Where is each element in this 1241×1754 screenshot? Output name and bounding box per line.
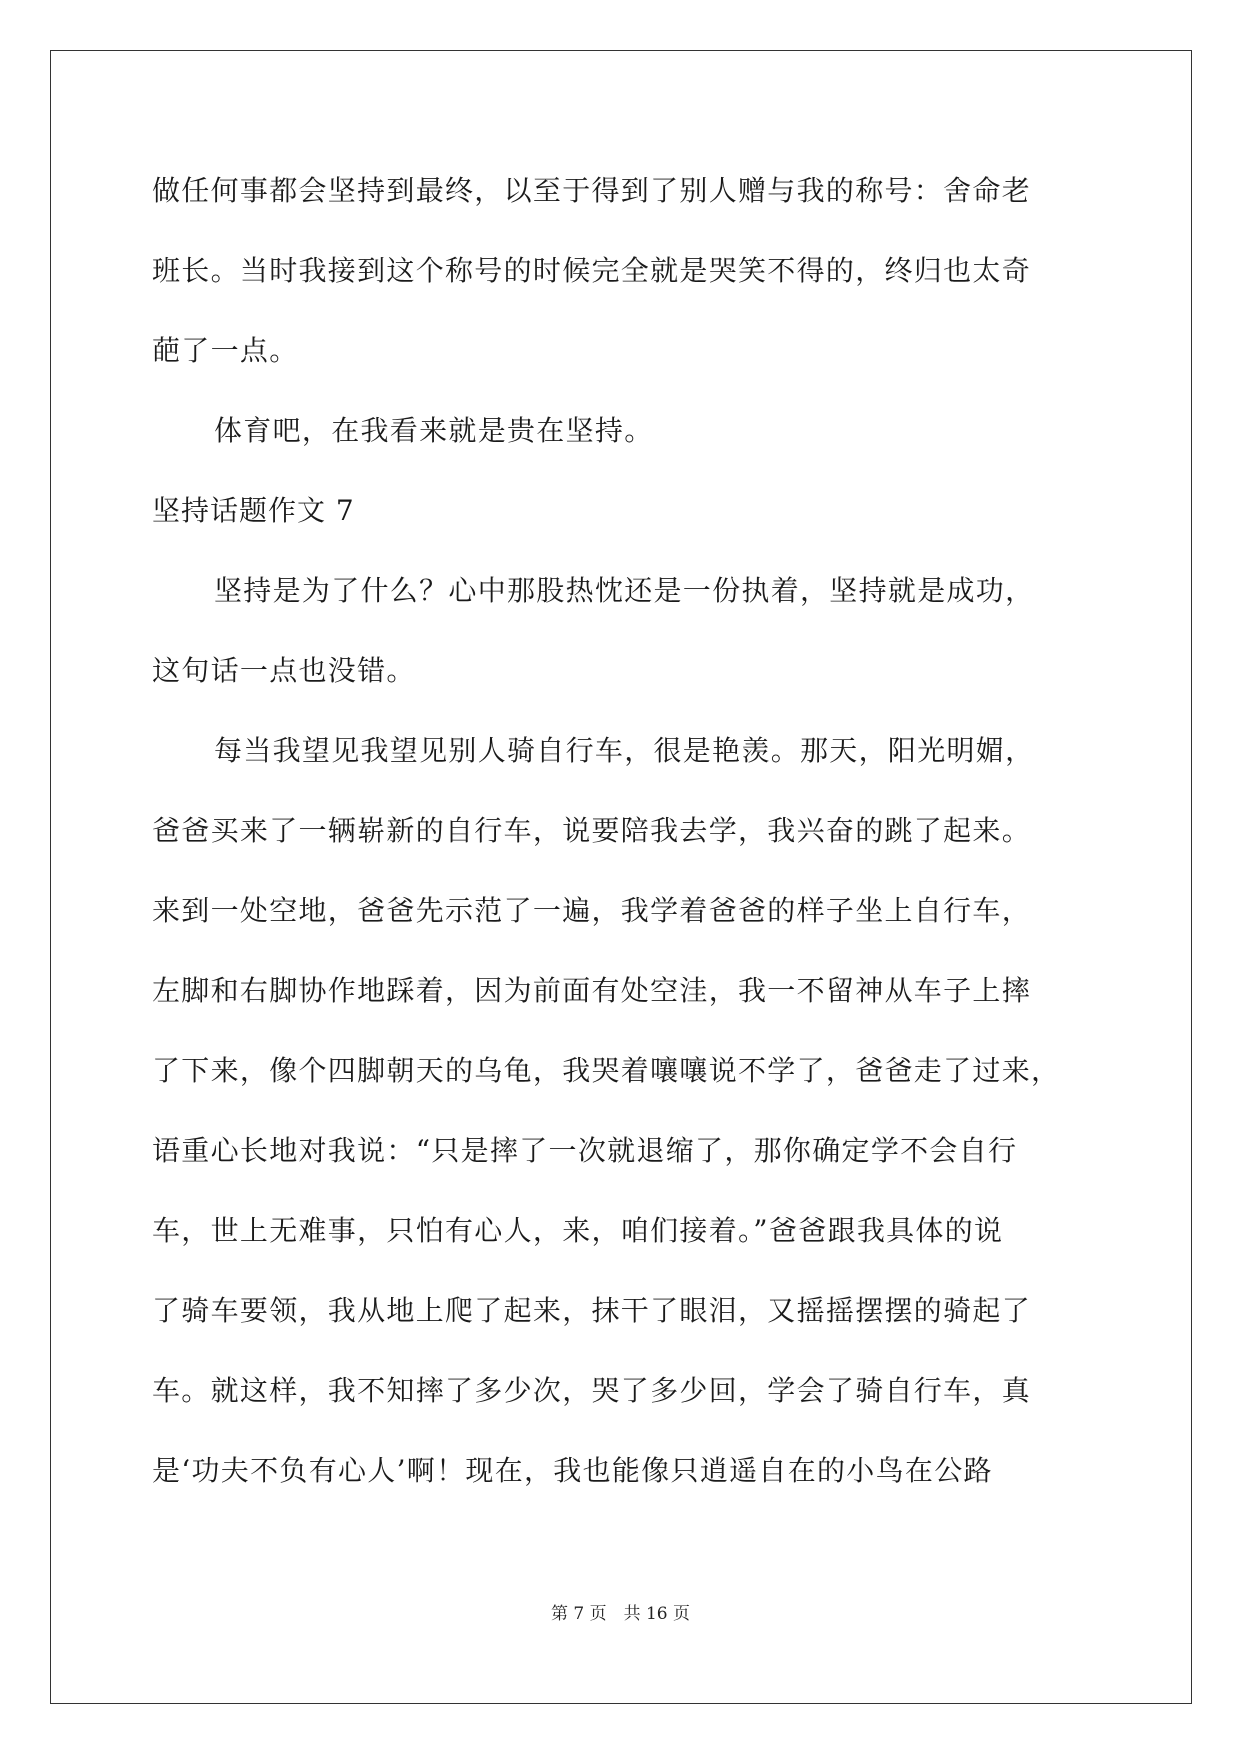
paragraph-line: 爸爸买来了一辆崭新的自行车，说要陪我去学，我兴奋的跳了起来。 xyxy=(152,814,1032,847)
paragraph-line: 左脚和右脚协作地踩着，因为前面有处空洼，我一不留神从车子上摔 xyxy=(152,974,1032,1007)
paragraph-line: 坚持是为了什么？心中那股热忱还是一份执着，坚持就是成功， xyxy=(214,574,1035,607)
paragraph-line: 了下来，像个四脚朝天的乌龟，我哭着嚷嚷说不学了，爸爸走了过来， xyxy=(152,1054,1061,1087)
paragraph-line: 体育吧，在我看来就是贵在坚持。 xyxy=(214,414,654,447)
paragraph-line: 班长。当时我接到这个称号的时候完全就是哭笑不得的，终归也太奇 xyxy=(152,254,1032,287)
paragraph-line: 葩了一点。 xyxy=(152,334,299,367)
paragraph-line: 来到一处空地，爸爸先示范了一遍，我学着爸爸的样子坐上自行车， xyxy=(152,894,1032,927)
section-heading: 坚持话题作文 7 xyxy=(152,494,355,527)
paragraph-line: 这句话一点也没错。 xyxy=(152,654,416,687)
paragraph-line: 做任何事都会坚持到最终，以至于得到了别人赠与我的称号：舍命老 xyxy=(152,174,1032,207)
paragraph-line: 车，世上无难事，只怕有心人，来，咱们接着。”爸爸跟我具体的说 xyxy=(152,1214,1004,1247)
page-number-footer: 第 7 页 共 16 页 xyxy=(550,1604,691,1624)
paragraph-line: 语重心长地对我说：“只是摔了一次就退缩了，那你确定学不会自行 xyxy=(152,1134,1018,1167)
paragraph-line: 是‘功夫不负有心人’啊！现在，我也能像只逍遥自在的小鸟在公路 xyxy=(152,1454,993,1487)
paragraph-line: 车。就这样，我不知摔了多少次，哭了多少回，学会了骑自行车，真 xyxy=(152,1374,1032,1407)
paragraph-line: 每当我望见我望见别人骑自行车，很是艳羡。那天，阳光明媚， xyxy=(214,734,1035,767)
paragraph-line: 了骑车要领，我从地上爬了起来，抹干了眼泪，又摇摇摆摆的骑起了 xyxy=(152,1294,1032,1327)
